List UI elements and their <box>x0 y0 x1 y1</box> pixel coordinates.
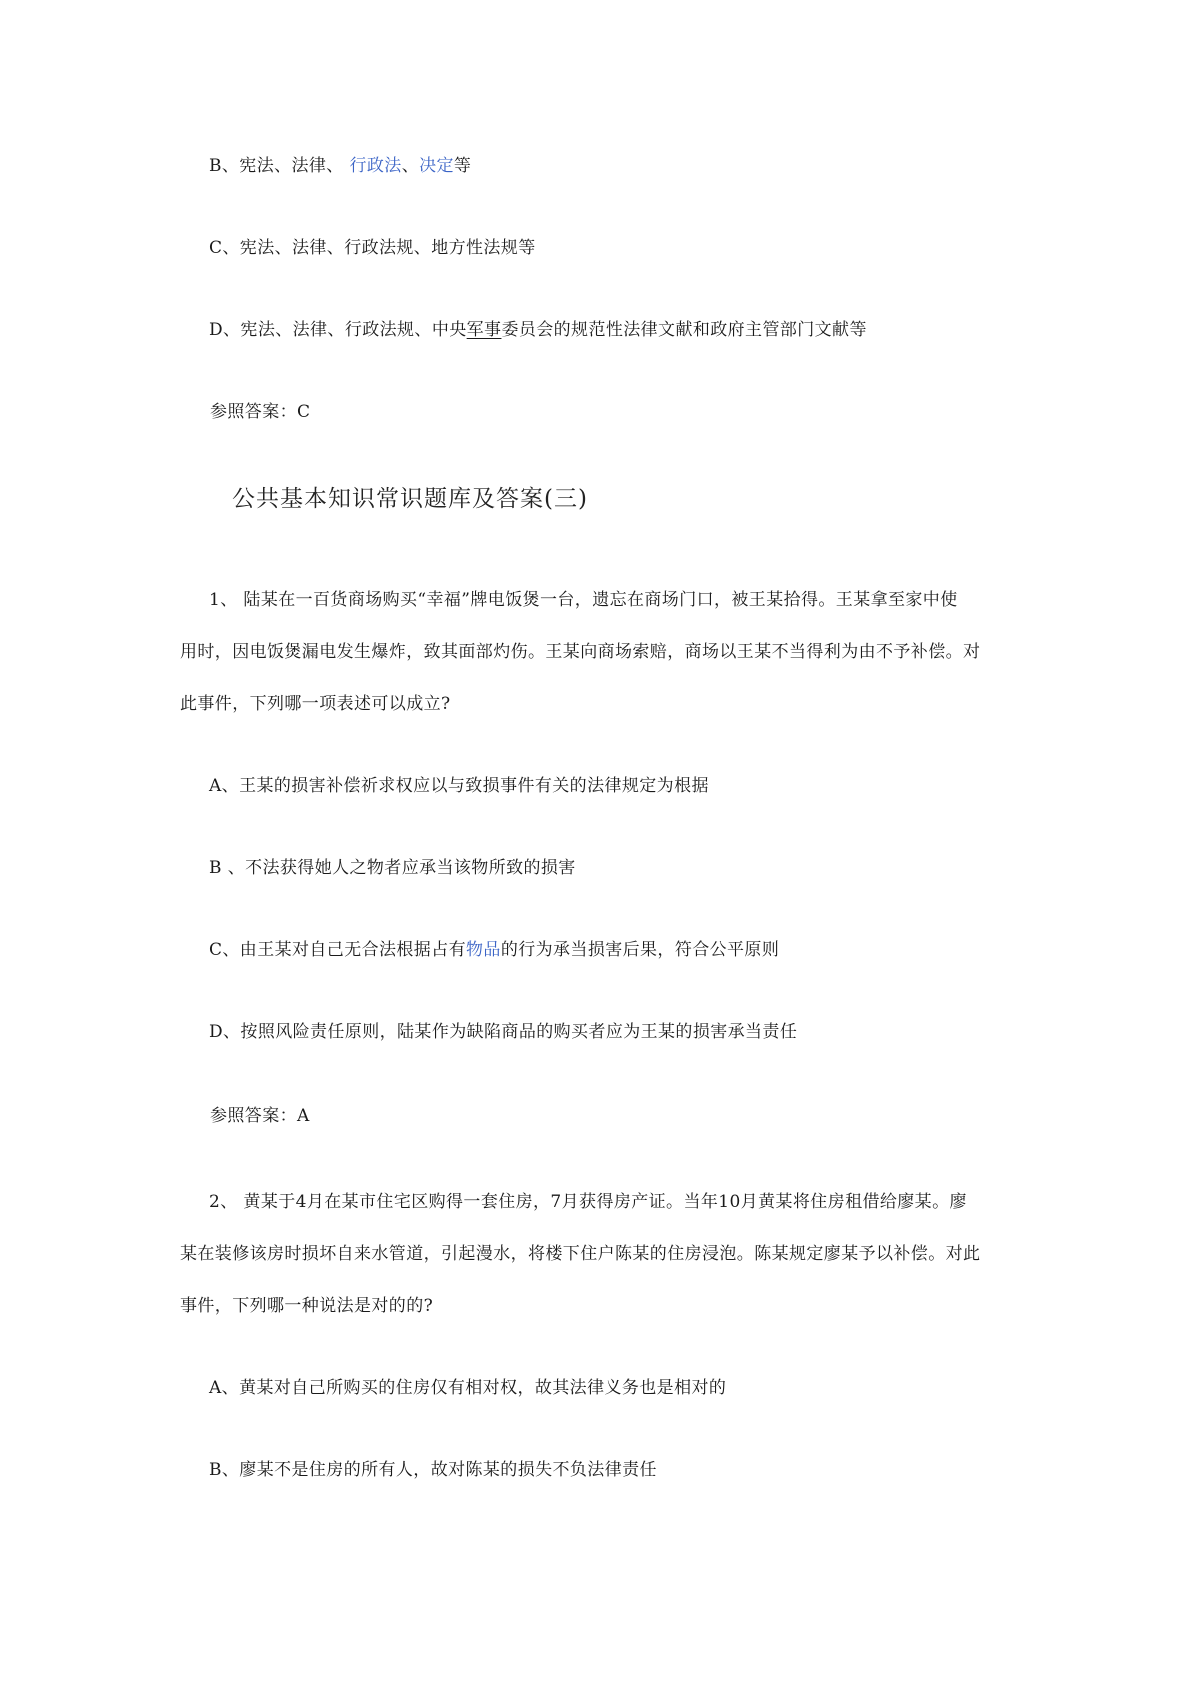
q1-option-a: A、王某的损害补偿祈求权应以与致损事件有关的法律规定为根据 <box>209 776 709 796</box>
q1-option-d: D、按照风险责任原则，陆某作为缺陷商品的购买者应为王某的损害承当责任 <box>209 1022 798 1042</box>
q0-option-d-text: D、宪法、法律、行政法规、中央 <box>209 320 467 340</box>
q1-line-1: 1、 陆某在一百货商场购买“幸福”牌电饭煲一台，遗忘在商场门口，被王某拾得。王某拿至家中使 <box>209 590 958 610</box>
q0-option-b-end: 等 <box>453 156 472 176</box>
q1-answer: 参照答案：A <box>210 1106 310 1126</box>
q0-option-d <box>209 318 867 342</box>
q1-option-c <box>209 938 779 962</box>
q2-line-2: 某在装修该房时损坏自来水管道，引起漫水，将楼下住户陈某的住房浸泡。陈某规定廖某予以补偿。对此 <box>180 1244 981 1264</box>
link-administrative-law[interactable]: 行政法 <box>349 156 402 176</box>
q2-line-3: 事件，下列哪一种说法是对的的? <box>180 1296 434 1316</box>
q1-option-b: B 、不法获得她人之物者应承当该物所致的损害 <box>209 858 576 878</box>
q2-line-1: 2、 黄某于4月在某市住宅区购得一套住房，7月获得房产证。当年10月黄某将住房租借给廖某。廖 <box>209 1192 967 1212</box>
q1-line-2: 用时，因电饭煲漏电发生爆炸，致其面部灼伤。王某向商场索赔，商场以王某不当得利为由不予补偿。对 <box>180 642 981 662</box>
link-decision[interactable]: 决定 <box>419 156 454 176</box>
link-goods[interactable]: 物品 <box>466 940 501 960</box>
q2-option-a: A、黄某对自己所购买的住房仅有相对权，故其法律义务也是相对的 <box>209 1378 727 1398</box>
q2-option-b: B、廖某不是住房的所有人，故对陈某的损失不负法律责任 <box>209 1460 657 1480</box>
q1-line-3: 此事件，下列哪一项表述可以成立? <box>180 694 451 714</box>
section-title: 公共基本知识常识题库及答案(三) <box>232 486 588 512</box>
q0-option-b-sep: 、 <box>401 156 420 176</box>
q0-option-d-end: 委员会的规范性法律文献和政府主管部门文献等 <box>501 320 867 340</box>
q1-option-c-text: C、由王某对自己无合法根据占有 <box>209 940 467 960</box>
q0-option-b <box>209 154 471 178</box>
q0-option-b-text: B、宪法、法律、 <box>209 156 350 176</box>
q1-option-c-end: 的行为承当损害后果，符合公平原则 <box>500 940 780 960</box>
q0-answer: 参照答案：C <box>210 402 311 422</box>
underlined-military: 军事 <box>466 320 502 340</box>
q0-option-c: C、宪法、法律、行政法规、地方性法规等 <box>209 238 536 258</box>
